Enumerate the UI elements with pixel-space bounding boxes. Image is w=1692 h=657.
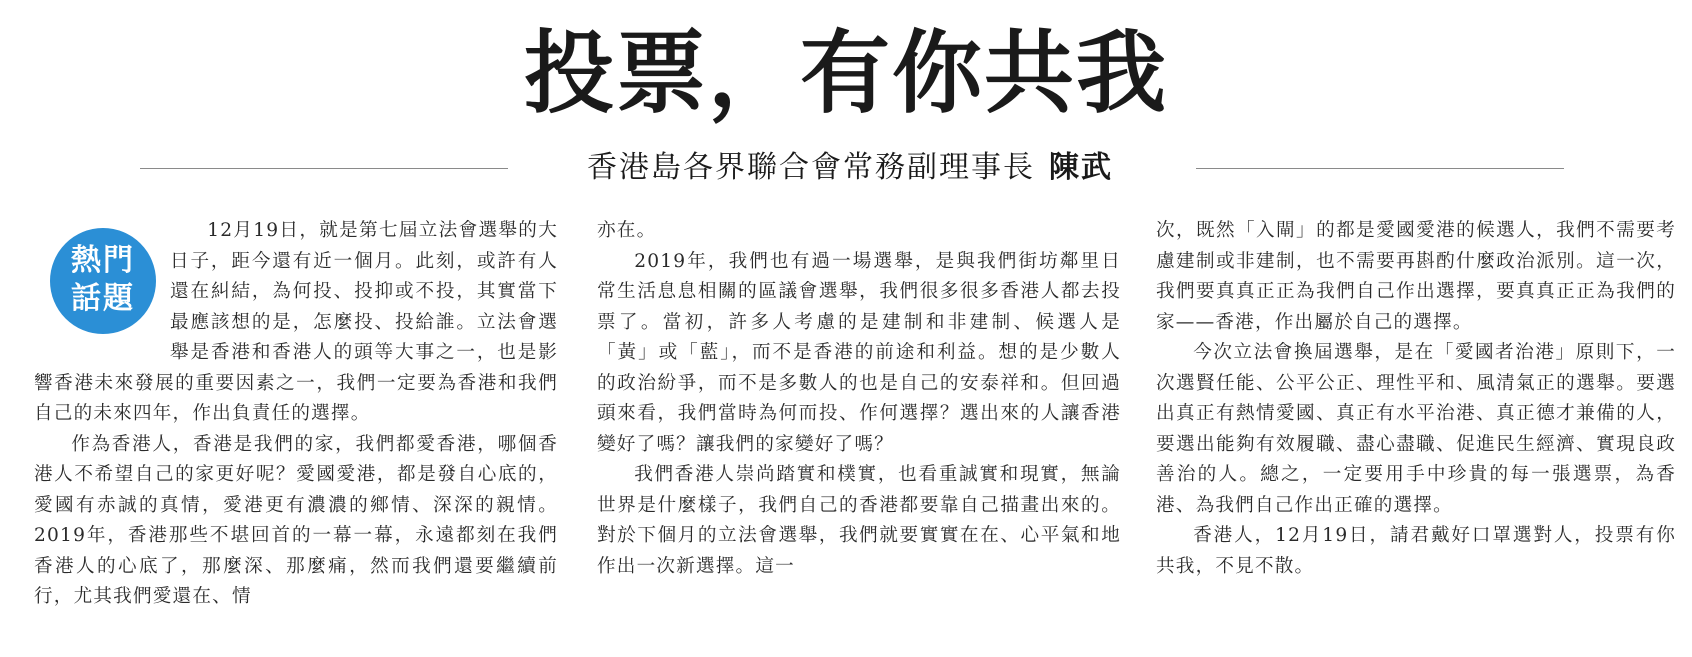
hot-topic-badge <box>50 228 156 334</box>
paragraph: 今次立法會換屆選舉，是在「愛國者治港」原則下，一次選賢任能、公平公正、理性平和、風清氣正的選舉。要選出真正有熱情愛國、真正有水平治港、真正德才兼備的人，要選出能夠有效履職、盡心盡職、促進民生經濟、實現良政善治的人。總之，一定要用手中珍貴的每一張選票，為香港、為我們自己作出正確的選擇。 <box>1156 342 1676 516</box>
byline-author: 陳武 <box>1049 150 1113 185</box>
byline-title: 香港島各界聯合會常務副理事長 <box>587 150 1035 185</box>
paragraph: 作為香港人，香港是我們的家，我們都愛香港，哪個香港人不希望自己的家更好呢？愛國愛港，都是發自心底的，愛國有赤誠的真情，愛港更有濃濃的鄉情、深深的親情。2019年，香港那些不堪回首的一幕一幕，永遠都刻在我們香港人的心底了，那麼深、那麼痛，然而我們還要繼續前行，尤其我們愛還在、情 <box>34 433 558 607</box>
headline: 投票，有你共我 <box>524 21 1168 126</box>
badge-line-2: 話題 <box>71 281 135 316</box>
article-column-2 <box>597 216 1121 582</box>
article-column-1 <box>34 216 558 613</box>
paragraph: 我們香港人崇尚踏實和樸實，也看重誠實和現實，無論世界是什麼樣子，我們自己的香港都要靠自己描畫出來的。對於下個月的立法會選舉，我們就要實實在在、心平氣和地作出一次新選擇。這一 <box>597 464 1121 577</box>
paragraph-continued: 亦在。 <box>597 220 657 241</box>
paragraph-continued: 次，既然「入閘」的都是愛國愛港的候選人，我們不需要考慮建制或非建制，也不需要再斟酌什麼政治派別。這一次，我們要真真正正為我們自己作出選擇，要真真正正為我們的家——香港，作出屬於自己的選擇。 <box>1156 220 1676 333</box>
badge-line-1: 熱門 <box>71 243 135 278</box>
article-column-3 <box>1156 216 1676 582</box>
paragraph: 2019年，我們也有過一場選舉，是與我們街坊鄰里日常生活息息相關的區議會選舉，我們很多很多香港人都去投票了。當初，許多人考慮的是建制和非建制、候選人是「黃」或「藍」，而不是香港的前途和利益。想的是少數人的政治紛爭，而不是多數人的也是自己的安泰祥和。但回過頭來看，我們當時為何而投、作何選擇？選出來的人讓香港變好了嗎？讓我們的家變好了嗎？ <box>597 250 1121 455</box>
paragraph: 12月19日，就是第七屆立法會選舉的大日子，距今還有近一個月。此刻，或許有人還在糾結，為何投、投抑或不投，其實當下最應該想的是，怎麼投、投給誰。立法會選舉是香港和香港人的頭等大事之一，也是影響香港未來發展的重要因素之一，我們一定要為香港和我們自己的未來四年，作出負責任的選擇。 <box>34 220 558 424</box>
paragraph: 香港人，12月19日，請君戴好口罩選對人，投票有你共我，不見不散。 <box>1156 525 1676 577</box>
byline <box>140 148 1560 188</box>
byline-row <box>140 148 1560 188</box>
